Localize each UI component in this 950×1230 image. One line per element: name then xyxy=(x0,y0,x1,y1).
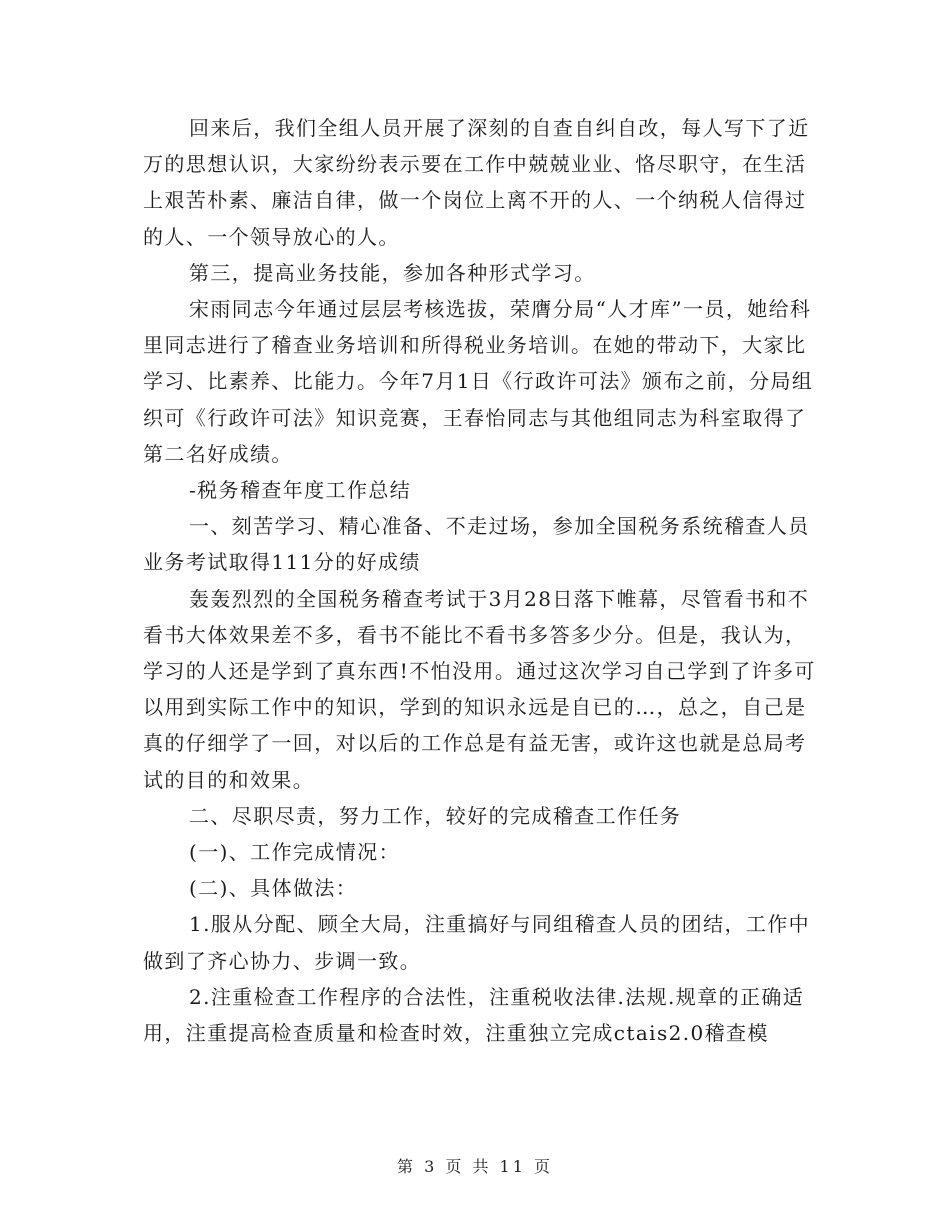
paragraph-item-two: 2.注重检查工作程序的合法性，注重税收法律.法规.规章的正确适用，注重提高检查质量和检查时效，注重独立完成ctais2.0稽查模 xyxy=(143,984,805,1046)
paragraph-self-inspection: 回来后，我们全组人员开展了深刻的自查自纠自改，每人写下了近万的思想认识，大家纷纷表示要在工作中兢兢业业、恪尽职守，在生活上艰苦朴素、廉洁自律，做一个岗位上离不开的人、一个纳税人信得过的人、一个领导放心的人。 xyxy=(143,116,810,249)
paragraph-methods: (二)、具体做法： xyxy=(189,876,358,901)
paragraph-section-two-heading: 二、尽职尽责，努力工作，较好的完成稽查工作任务 xyxy=(189,803,682,828)
paragraph-work-status: (一)、工作完成情况： xyxy=(189,840,401,865)
paragraph-song-yu: 宋雨同志今年通过层层考核选拔，荣膺分局“人才库”一员，她给科里同志进行了稽查业务培训和所得税业务培训。在她的带动下，大家比学习、比素养、比能力。今年7月1日《行政许可法》颁布之前，分局组织可《行政许可法》知识竞赛，王春怡同志与其他组同志为科室取得了第二名好成绩。 xyxy=(143,297,814,466)
document-body xyxy=(143,110,823,1051)
page-number-footer: 第 3 页 共 11 页 xyxy=(397,1157,553,1176)
paragraph-summary-title: -税务稽查年度工作总结 xyxy=(189,478,412,503)
paragraph-third-skills: 第三，提高业务技能，参加各种形式学习。 xyxy=(189,260,596,285)
paragraph-item-one: 1.服从分配、顾全大局，注重搞好与同组稽查人员的团结，工作中做到了齐心协力、步调一致。 xyxy=(143,912,811,973)
paragraph-exam: 轰轰烈烈的全国税务稽查考试于3月28日落下帷幕，尽管看书和不看书大体效果差不多，看书不能比不看书多答多少分。但是，我认为，学习的人还是学到了真东西!不怕没用。通过这次学习自己学到了许多可以用到实际工作中的知识，学到的知识永远是自已的…，总之，自己是真的仔细学了一回，对以后的工作总是有益无害，或许这也就是总局考试的目的和效果。 xyxy=(143,586,816,792)
paragraph-section-one-heading: 一、刻苦学习、精心准备、不走过场，参加全国税务系统稽查人员业务考试取得111分的好成绩 xyxy=(143,514,810,575)
